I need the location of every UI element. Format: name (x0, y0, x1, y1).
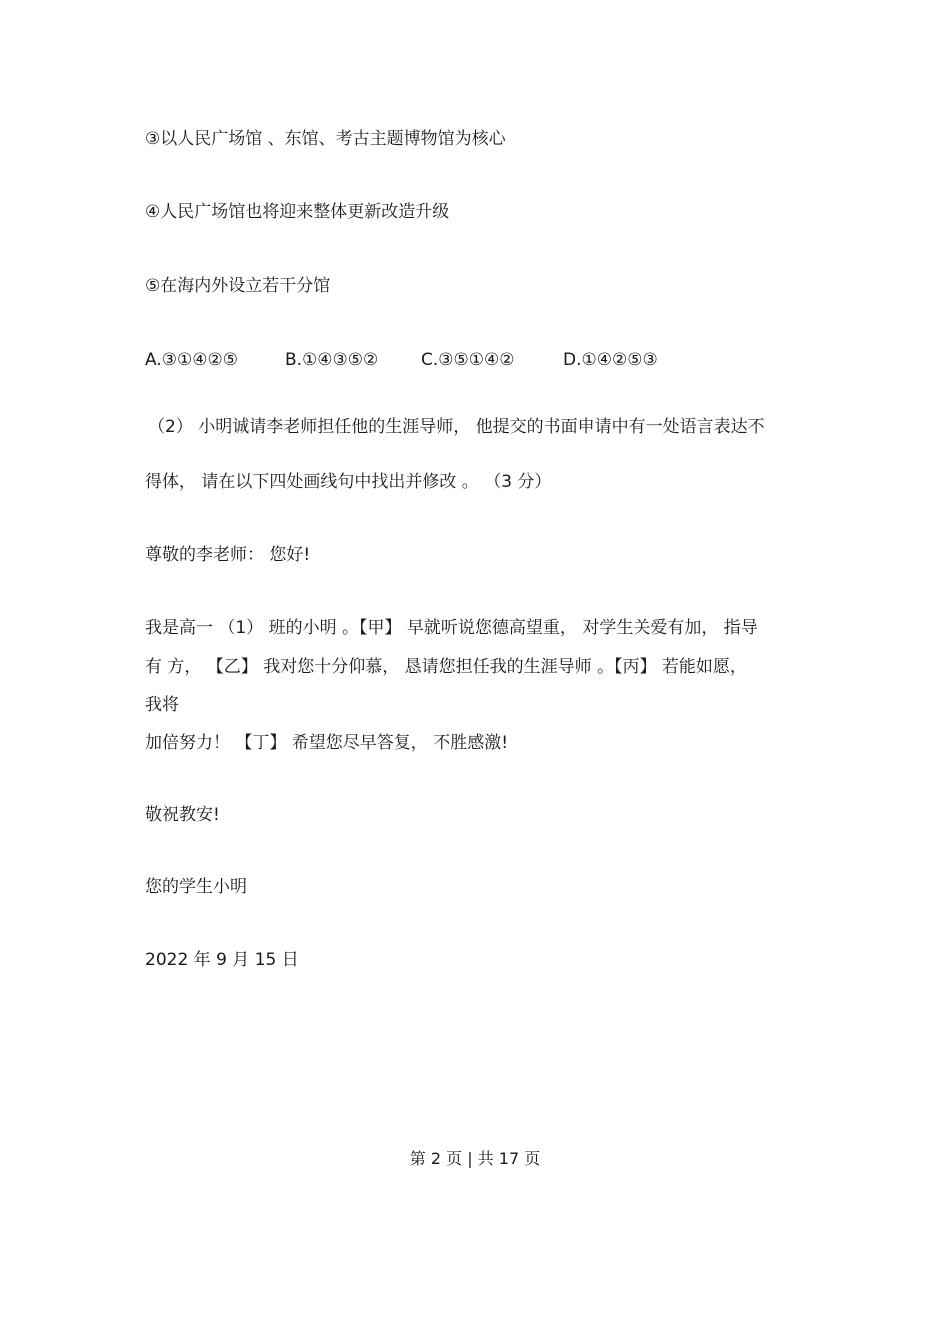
letter-body-line-2: 有 方， 【乙】 我对您十分仰慕， 恳请您担任我的生涯导师 。【丙】 若能如愿， (145, 657, 747, 677)
letter-body-line-3: 我将 (145, 695, 179, 715)
letter-date: 2022 年 9 月 15 日 (145, 950, 299, 970)
letter-greeting: 尊敬的李老师： 您好! (145, 545, 311, 565)
choice-a: A.③①④②⑤ (145, 350, 238, 370)
question-2-line-2: 得体， 请在以下四处画线句中找出并修改 。 （3 分） (145, 472, 552, 492)
question-2-line-1: （2） 小明诚请李老师担任他的生涯导师， 他提交的书面申请中有一处语言表达不 (148, 417, 765, 437)
choice-c: C.③⑤①④② (421, 350, 515, 370)
option-item-4: ④人民广场馆也将迎来整体更新改造升级 (145, 202, 450, 222)
letter-body-line-4: 加倍努力！ 【丁】 希望您尽早答复， 不胜感激! (145, 733, 509, 753)
page-footer: 第 2 页 | 共 17 页 (409, 1149, 541, 1168)
letter-closing: 敬祝教安! (145, 805, 220, 825)
choice-d: D.①④②⑤③ (563, 350, 658, 370)
letter-signature: 您的学生小明 (145, 877, 247, 897)
letter-body-line-1: 我是高一 （1） 班的小明 。【甲】 早就听说您德高望重， 对学生关爱有加， 指导 (145, 618, 758, 638)
option-item-5: ⑤在海内外设立若干分馆 (145, 276, 331, 296)
option-item-3: ③以人民广场馆 、东馆、考古主题博物馆为核心 (145, 129, 506, 149)
choice-b: B.①④③⑤② (285, 350, 379, 370)
